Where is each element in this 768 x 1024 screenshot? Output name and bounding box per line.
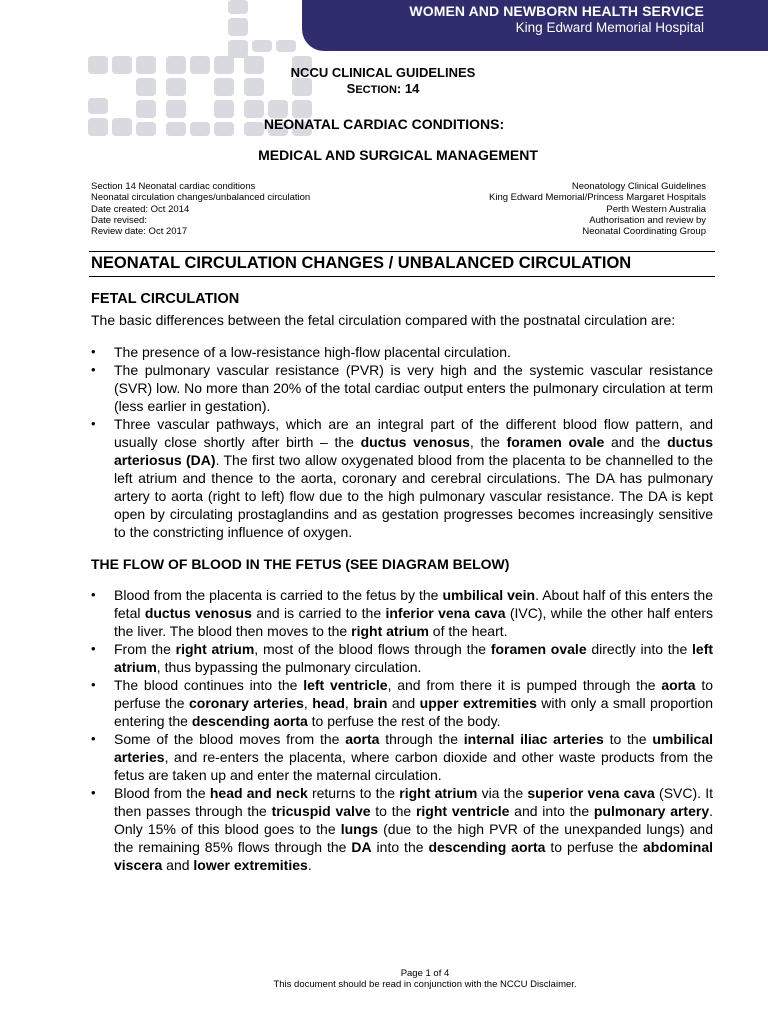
page-number: Page 1 of 4 — [400, 968, 450, 979]
org-name: WOMEN AND NEWBORN HEALTH SERVICE — [409, 3, 704, 19]
text-run: and — [162, 857, 194, 873]
bold-term: descending aorta — [191, 713, 308, 729]
meta-right-line: King Edward Memorial/Princess Margaret Hospitals — [489, 192, 706, 204]
text-run: to the — [370, 803, 416, 819]
bold-term: umbilical vein — [442, 587, 536, 603]
bold-term: coronary arteries — [188, 695, 304, 711]
text-run: (SVC). It then passes through the — [114, 785, 714, 819]
list-item — [91, 415, 713, 541]
bold-term: upper extremities — [419, 695, 537, 711]
bold-term: lungs — [340, 821, 379, 837]
topic-line-1: NEONATAL CARDIAC CONDITIONS: — [263, 116, 505, 132]
bold-term: abdominal viscera — [114, 839, 713, 873]
document-meta-left — [91, 181, 310, 237]
meta-left-line: Date revised: — [91, 214, 147, 226]
text-run: Three vascular pathways, which are an integral part of the different blood flow pattern, and usually close shortly after birth – the — [114, 416, 713, 450]
section-label-rest: ECTION — [355, 84, 397, 96]
bold-term: right atrium — [351, 623, 429, 639]
document-meta-right — [489, 181, 706, 237]
page-footer — [0, 968, 768, 990]
bold-term: pulmonary artery — [593, 803, 710, 819]
text-run: and is carried to the — [251, 605, 386, 621]
meta-right-line: Neonatology Clinical Guidelines — [571, 181, 706, 192]
text-run: , thus bypassing the pulmonary circulation. — [156, 659, 422, 675]
text-run: Blood from the placenta is carried to the fetus by the — [114, 587, 443, 603]
bold-term: internal iliac arteries — [463, 731, 604, 747]
text-run: , — [303, 695, 313, 711]
guideline-heading — [283, 65, 483, 96]
text-run: Some of the blood moves from the — [114, 731, 346, 747]
meta-right-line: Neonatal Coordinating Group — [582, 226, 706, 238]
hospital-name: King Edward Memorial Hospital — [515, 20, 704, 35]
text-run: , and from there it is pumped through the — [387, 677, 662, 693]
meta-left-line: Section 14 Neonatal cardiac conditions — [91, 181, 256, 192]
title-rule-bottom — [89, 276, 715, 277]
disclaimer-note: This document should be read in conjunction with the NCCU Disclaimer. — [273, 979, 577, 990]
text-run: directly into the — [586, 641, 693, 657]
list-item — [91, 586, 713, 640]
section-label-initial: S — [346, 81, 356, 96]
bold-term: superior vena cava — [527, 785, 655, 801]
bold-term: ductus arteriosus (DA) — [114, 434, 713, 468]
list-item — [91, 676, 713, 730]
bold-term: aorta — [345, 731, 380, 747]
blood-flow-list — [91, 586, 713, 874]
text-run: to the — [603, 731, 653, 747]
bold-term: descending aorta — [428, 839, 546, 855]
bold-term: left atrium — [114, 641, 714, 675]
text-run: (IVC), while the other half enters the liver. The blood then moves to the — [114, 605, 713, 639]
bold-term: ductus venosus — [360, 434, 470, 450]
bold-term: foramen ovale — [490, 641, 587, 657]
list-item — [91, 361, 713, 415]
text-run: to perfuse the — [114, 677, 713, 711]
bold-term: brain — [353, 695, 388, 711]
text-run: . — [307, 857, 312, 873]
title-rule-top — [89, 251, 715, 252]
text-run: into the — [371, 839, 429, 855]
text-run: From the — [114, 641, 176, 657]
text-run: returns to the — [307, 785, 400, 801]
intro-paragraph: The basic differences between the fetal circulation compared with the postnatal circulation are: — [91, 312, 676, 328]
list-item — [91, 343, 713, 361]
bold-term: head — [312, 695, 345, 711]
text-run: via the — [477, 785, 528, 801]
text-run: The blood continues into the — [114, 677, 304, 693]
topic-line-2: MEDICAL AND SURGICAL MANAGEMENT — [258, 147, 538, 163]
text-run: to perfuse the rest of the body. — [307, 713, 501, 729]
list-item — [91, 730, 713, 784]
text-run: , — [344, 695, 354, 711]
meta-left-line: Neonatal circulation changes/unbalanced circulation — [91, 192, 311, 204]
text-run: and into the — [509, 803, 594, 819]
text-run: The presence of a low-resistance high-flow placental circulation. — [114, 344, 511, 360]
guideline-title: NCCU CLINICAL GUIDELINES — [290, 65, 476, 80]
bold-term: right atrium — [175, 641, 255, 657]
section-number: : 14 — [396, 81, 420, 96]
text-run: with only a small proportion entering the — [114, 695, 714, 729]
section-heading-blood-flow: THE FLOW OF BLOOD IN THE FETUS (SEE DIAGRAM BELOW) — [91, 556, 510, 572]
section-label — [283, 81, 483, 96]
text-run: . Only 15% of this blood goes to the — [114, 803, 714, 837]
text-run: to perfuse the — [545, 839, 643, 855]
bold-term: aorta — [661, 677, 696, 693]
bold-term: inferior vena cava — [385, 605, 506, 621]
bold-term: ductus venosus — [144, 605, 252, 621]
text-run: (due to the high PVR of the unexpanded lungs) and the remaining 85% flows through the — [114, 821, 714, 855]
bold-term: lower extremities — [193, 857, 308, 873]
bold-term: DA — [351, 839, 372, 855]
text-run: and the — [604, 434, 668, 450]
text-run: . About half of this enters the fetal — [114, 587, 713, 621]
bold-term: foramen ovale — [506, 434, 605, 450]
meta-right-line: Authorisation and review by — [589, 214, 706, 226]
fetal-differences-list — [91, 343, 713, 541]
list-item — [91, 784, 713, 874]
header-banner — [302, 0, 768, 51]
text-run: . The first two allow oxygenated blood from the placenta to be channelled to the left atrium and thence to the aorta, coronary and cerebral circulations. The DA has pulmonary artery to aorta (right to left) flow due to the high pulmonary vascular resistance. The DA is kept open by circulating prostaglandins and as gestation progresses becomes increasingly sensitive to the constricting influence of oxygen. — [114, 452, 714, 540]
bold-term: right ventricle — [415, 803, 510, 819]
section-heading-fetal-circulation: FETAL CIRCULATION — [91, 291, 240, 307]
meta-right-line: Perth Western Australia — [606, 203, 706, 215]
bold-term: tricuspid valve — [271, 803, 371, 819]
text-run: , most of the blood flows through the — [254, 641, 491, 657]
meta-left-line: Review date: Oct 2017 — [91, 226, 188, 238]
page-title: NEONATAL CIRCULATION CHANGES / UNBALANCED CIRCULATION — [91, 254, 632, 272]
text-run: of the heart. — [428, 623, 508, 639]
text-run: , the — [469, 434, 507, 450]
meta-left-line: Date created: Oct 2014 — [91, 203, 190, 215]
bold-term: right atrium — [399, 785, 478, 801]
list-item — [91, 640, 713, 676]
text-run: The pulmonary vascular resistance (PVR) is very high and the systemic vascular resistance (SVR) low. No more than 20% of the total cardiac output enters the pulmonary circulation at term (less earlier in gestation). — [114, 362, 713, 414]
bold-term: umbilical arteries — [114, 731, 713, 765]
text-run: , and re-enters the placenta, where carbon dioxide and other waste products from the fetus are taken up and enter the maternal circulation. — [114, 749, 713, 783]
text-run: through the — [379, 731, 464, 747]
bold-term: head and neck — [209, 785, 308, 801]
text-run: and — [387, 695, 420, 711]
text-run: Blood from the — [114, 785, 210, 801]
bold-term: left ventricle — [303, 677, 388, 693]
